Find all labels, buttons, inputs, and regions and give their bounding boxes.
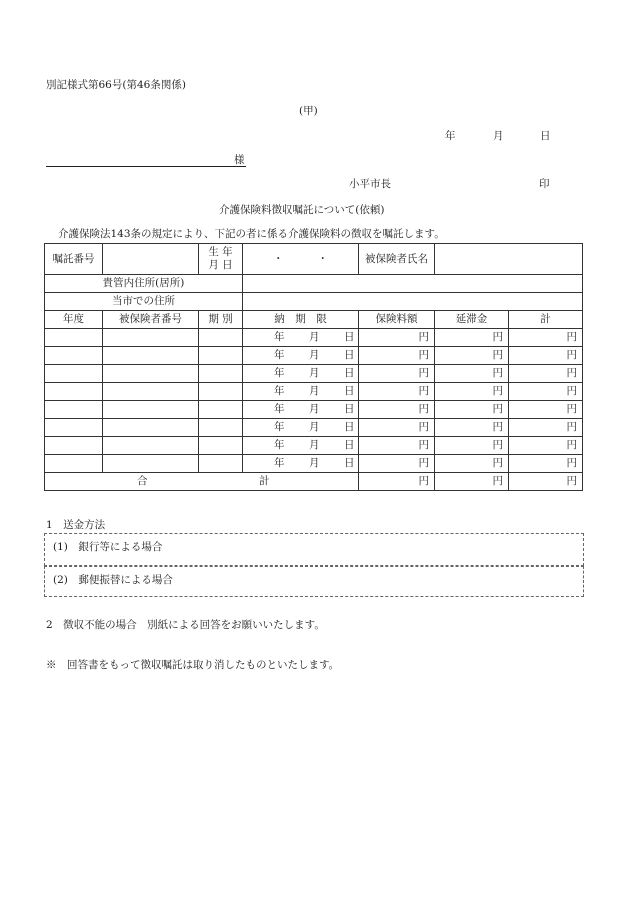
installment-insured-no: [103, 347, 199, 365]
installment-premium: 円: [359, 347, 435, 365]
installment-term: [199, 401, 243, 419]
remit-heading: 1 送金方法: [46, 519, 106, 531]
installment-year: [45, 437, 103, 455]
addressee-suffix: 様: [234, 154, 245, 166]
installment-row: [45, 383, 583, 401]
header-year: 年度: [45, 311, 103, 329]
due-month-unit: 月: [309, 457, 320, 469]
installment-year: [45, 365, 103, 383]
sum-label: [45, 473, 359, 491]
commission-row: [45, 244, 583, 275]
installment-year: [45, 455, 103, 473]
installment-insured-no: [103, 437, 199, 455]
installment-late-fee: 円: [435, 365, 509, 383]
address-value: [243, 275, 583, 293]
header-due: 納 期 限: [243, 311, 359, 329]
installment-premium: 円: [359, 383, 435, 401]
installment-row: [45, 455, 583, 473]
due-year-unit: 年: [274, 331, 285, 343]
due-month-unit: 月: [309, 349, 320, 361]
birth-label: [199, 244, 243, 275]
due-year-unit: 年: [274, 367, 285, 379]
sum-late-fee: 円: [435, 473, 509, 491]
installment-row: [45, 419, 583, 437]
due-year-unit: 年: [274, 439, 285, 451]
installment-year: [45, 419, 103, 437]
installment-term: [199, 419, 243, 437]
commission-no-label: 嘱託番号: [45, 244, 103, 275]
installment-term: [199, 383, 243, 401]
page-title: 介護保険料徴収嘱託について(依頼): [219, 204, 385, 216]
remit-postal-box: [44, 566, 584, 597]
due-day-unit: 日: [344, 403, 355, 415]
installment-total: 円: [509, 383, 583, 401]
seal-mark: 印: [539, 178, 550, 190]
address-row: [45, 275, 583, 293]
installment-year: [45, 347, 103, 365]
due-month-unit: 月: [309, 367, 320, 379]
installment-insured-no: [103, 455, 199, 473]
birth-value: [243, 244, 359, 275]
form-variant: (甲): [299, 105, 318, 117]
installment-total: 円: [509, 419, 583, 437]
installment-row: [45, 365, 583, 383]
birth-label-line2: 月 日: [208, 259, 233, 271]
installment-total: 円: [509, 437, 583, 455]
collection-table: [44, 243, 583, 491]
installment-late-fee: 円: [435, 383, 509, 401]
installment-total: 円: [509, 401, 583, 419]
due-day-unit: 日: [344, 331, 355, 343]
installment-late-fee: 円: [435, 455, 509, 473]
installment-insured-no: [103, 329, 199, 347]
installment-due: [243, 347, 359, 365]
header-term: 期 別: [199, 311, 243, 329]
installment-year: [45, 383, 103, 401]
due-month-unit: 月: [309, 403, 320, 415]
remit-bank-label: (1) 銀行等による場合: [53, 541, 163, 553]
installment-row: [45, 347, 583, 365]
due-month-unit: 月: [309, 421, 320, 433]
date-day-label: 日: [540, 130, 551, 142]
installment-insured-no: [103, 419, 199, 437]
date-year-label: 年: [445, 130, 456, 142]
installment-total: 円: [509, 329, 583, 347]
local-address-row: [45, 293, 583, 311]
due-day-unit: 日: [344, 385, 355, 397]
insured-name-label: 被保険者氏名: [359, 244, 435, 275]
sum-total: 円: [509, 473, 583, 491]
header-insured-no: 被保険者番号: [103, 311, 199, 329]
due-year-unit: 年: [274, 385, 285, 397]
due-day-unit: 日: [344, 439, 355, 451]
installment-insured-no: [103, 383, 199, 401]
due-day-unit: 日: [344, 421, 355, 433]
due-month-unit: 月: [309, 331, 320, 343]
sum-premium: 円: [359, 473, 435, 491]
local-address-label: 当市での住所: [45, 293, 243, 311]
installment-year: [45, 401, 103, 419]
form-reference: 別記様式第66号(第46条関係): [46, 79, 186, 91]
birth-label-line1: 生 年: [208, 246, 233, 258]
header-late-fee: 延滞金: [435, 311, 509, 329]
installment-premium: 円: [359, 419, 435, 437]
due-month-unit: 月: [309, 439, 320, 451]
installment-term: [199, 455, 243, 473]
remit-bank-box: [44, 533, 584, 566]
unable-note: 2 徴収不能の場合 別紙による回答をお願いいたします。: [46, 619, 325, 631]
column-header-row: [45, 311, 583, 329]
installment-premium: 円: [359, 365, 435, 383]
header-total: 計: [509, 311, 583, 329]
due-day-unit: 日: [344, 349, 355, 361]
installment-term: [199, 347, 243, 365]
addressee-line: [46, 166, 246, 167]
installment-due: [243, 419, 359, 437]
installment-premium: 円: [359, 455, 435, 473]
installment-due: [243, 437, 359, 455]
installment-due: [243, 401, 359, 419]
remit-postal-label: (2) 郵便振替による場合: [53, 574, 173, 586]
birth-sep-1: ・: [273, 252, 284, 265]
installment-term: [199, 437, 243, 455]
installment-premium: 円: [359, 329, 435, 347]
due-year-unit: 年: [274, 457, 285, 469]
installment-premium: 円: [359, 401, 435, 419]
cancel-note: ※ 回答書をもって徴収嘱託は取り消したものといたします。: [46, 659, 340, 671]
due-year-unit: 年: [274, 403, 285, 415]
commission-no-value: [103, 244, 199, 275]
due-year-unit: 年: [274, 349, 285, 361]
installment-row: [45, 401, 583, 419]
installment-year: [45, 329, 103, 347]
due-day-unit: 日: [344, 367, 355, 379]
installment-insured-no: [103, 401, 199, 419]
sum-label-1: 合: [137, 475, 148, 487]
header-premium: 保険料額: [359, 311, 435, 329]
installment-due: [243, 455, 359, 473]
installment-due: [243, 383, 359, 401]
installment-total: 円: [509, 455, 583, 473]
installment-row: [45, 437, 583, 455]
installment-term: [199, 329, 243, 347]
installment-late-fee: 円: [435, 437, 509, 455]
installment-late-fee: 円: [435, 401, 509, 419]
sender-name: 小平市長: [349, 178, 391, 190]
installment-insured-no: [103, 365, 199, 383]
installment-row: [45, 329, 583, 347]
sum-label-2: 計: [259, 475, 270, 487]
sum-row: [45, 473, 583, 491]
installment-late-fee: 円: [435, 329, 509, 347]
installment-premium: 円: [359, 437, 435, 455]
installment-total: 円: [509, 347, 583, 365]
installment-late-fee: 円: [435, 347, 509, 365]
birth-sep-2: ・: [317, 252, 328, 265]
due-month-unit: 月: [309, 385, 320, 397]
insured-name-value: [435, 244, 583, 275]
due-year-unit: 年: [274, 421, 285, 433]
due-day-unit: 日: [344, 457, 355, 469]
installment-due: [243, 365, 359, 383]
installment-term: [199, 365, 243, 383]
intro-text: 介護保険法143条の規定により、下記の者に係る介護保険料の徴収を嘱託します。: [58, 228, 445, 240]
installment-late-fee: 円: [435, 419, 509, 437]
date-month-label: 月: [493, 130, 504, 142]
installment-due: [243, 329, 359, 347]
local-address-value: [243, 293, 583, 311]
address-label: 貴管内住所(居所): [45, 275, 243, 293]
installment-total: 円: [509, 365, 583, 383]
